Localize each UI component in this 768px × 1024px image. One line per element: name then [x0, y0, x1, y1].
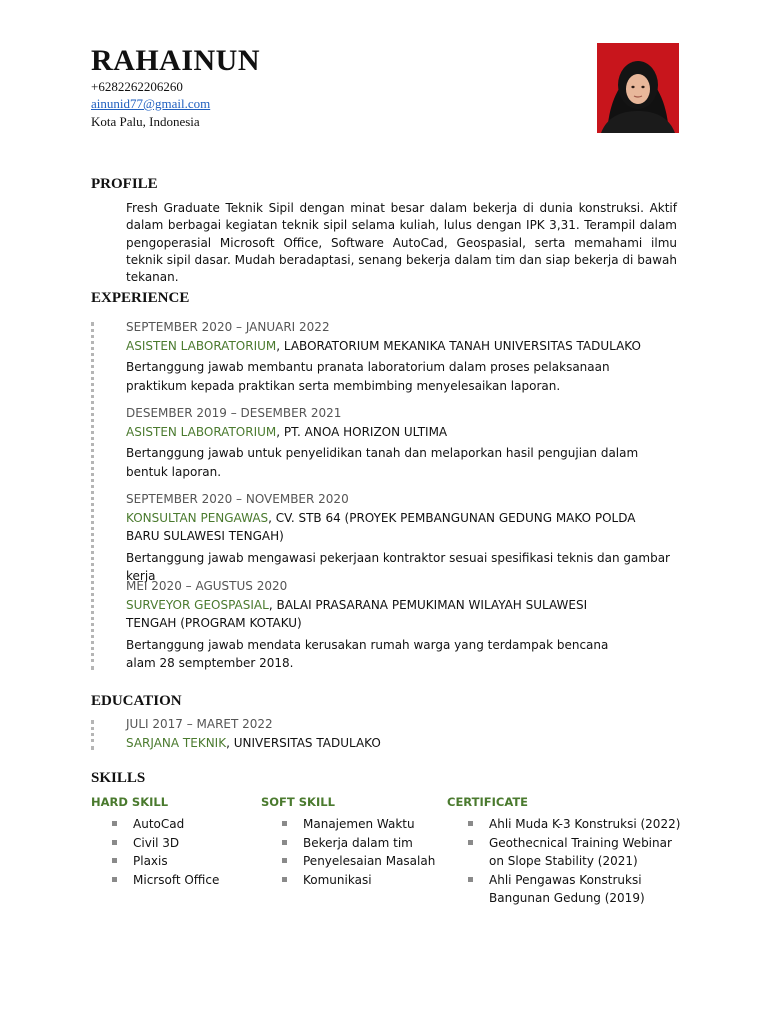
experience-entry [126, 490, 686, 586]
list-item: Komunikasi [261, 871, 446, 890]
entry-role: KONSULTAN PENGAWAS [126, 510, 269, 525]
list-item: Civil 3D [91, 834, 256, 853]
certificate-heading: CERTIFICATE [447, 795, 529, 809]
entry-org: , CV. STB 64 (PROYEK PEMBANGUNAN GEDUNG MAKO POLDA BARU SULAWESI TENGAH) [126, 510, 636, 543]
square-bullet-icon [282, 840, 287, 845]
list-item: AutoCad [91, 815, 256, 834]
entry-title [126, 423, 686, 442]
soft-skill-heading: SOFT SKILL [261, 795, 335, 809]
certificate-list [447, 815, 697, 908]
phone-number: +6282262206260 [91, 79, 183, 94]
square-bullet-icon [112, 877, 117, 882]
square-bullet-icon [112, 840, 117, 845]
education-title [126, 734, 686, 753]
entry-description: Bertanggung jawab membantu pranata laboratorium dalam proses pelaksanaan praktikum kepada praktikan serta membimbing menyelesaikan laporan. [126, 360, 610, 393]
hard-skill-heading: HARD SKILL [91, 795, 169, 809]
entry-title [126, 596, 626, 633]
email-link[interactable]: ainunid77@gmail.com [91, 96, 211, 111]
entry-org: , PT. ANOA HORIZON ULTIMA [276, 424, 448, 439]
profile-heading: PROFILE [91, 176, 158, 192]
square-bullet-icon [282, 877, 287, 882]
skills-heading: SKILLS [91, 770, 146, 786]
list-item: Bekerja dalam tim [261, 834, 446, 853]
list-item: Ahli Muda K-3 Konstruksi (2022) [447, 815, 689, 834]
soft-skill-list [261, 815, 446, 889]
entry-role: ASISTEN LABORATORIUM [126, 424, 277, 439]
hard-skill-column [91, 795, 256, 889]
hard-skill-list [91, 815, 256, 889]
person-photo-icon [597, 43, 679, 133]
entry-role: SURVEYOR GEOSPASIAL [126, 597, 269, 612]
profile-photo [597, 43, 679, 133]
square-bullet-icon [112, 821, 117, 826]
entry-description: Bertanggung jawab mendata kerusakan rumah warga yang terdampak bencana alam 28 semptember 2018. [126, 637, 609, 670]
square-bullet-icon [282, 821, 287, 826]
certificate-column [447, 795, 697, 908]
square-bullet-icon [468, 840, 473, 845]
square-bullet-icon [468, 821, 473, 826]
list-item: Plaxis [91, 852, 256, 871]
experience-entry [126, 318, 686, 395]
location: Kota Palu, Indonesia [91, 114, 200, 129]
entry-title [126, 337, 686, 356]
entry-title [126, 509, 661, 546]
experience-timeline-line [91, 322, 94, 670]
candidate-name: RAHAINUN [91, 44, 260, 77]
list-item: Penyelesaian Masalah [261, 852, 446, 871]
education-timeline-line [91, 720, 94, 750]
square-bullet-icon [112, 858, 117, 863]
soft-skill-column [261, 795, 446, 889]
entry-date: SEPTEMBER 2020 – JANUARI 2022 [126, 320, 330, 334]
entry-date: DESEMBER 2019 – DESEMBER 2021 [126, 406, 342, 420]
experience-entry [126, 577, 686, 673]
education-heading: EDUCATION [91, 693, 182, 709]
entry-date: SEPTEMBER 2020 – NOVEMBER 2020 [126, 492, 349, 506]
square-bullet-icon [282, 858, 287, 863]
education-school: , UNIVERSITAS TADULAKO [226, 735, 381, 750]
entry-org: , LABORATORIUM MEKANIKA TANAH UNIVERSITAS TADULAKO [276, 338, 641, 353]
list-item: Manajemen Waktu [261, 815, 446, 834]
education-date: JULI 2017 – MARET 2022 [126, 717, 273, 731]
entry-description: Bertanggung jawab untuk penyelidikan tanah dan melaporkan hasil pengujian dalam bentuk laporan. [126, 446, 639, 479]
list-item: Ahli Pengawas Konstruksi Bangunan Gedung (2019) [447, 871, 689, 908]
experience-heading: EXPERIENCE [91, 290, 190, 306]
entry-role: ASISTEN LABORATORIUM [126, 338, 277, 353]
profile-summary: Fresh Graduate Teknik Sipil dengan minat besar dalam bekerja di dunia konstruksi. Aktif dalam berbagai kegiatan teknik sipil selama kuliah, lulus dengan IPK 3,31. Terampil dalam pengoperasial Microsoft Office, Software AutoCad, Geospasial, serta memahami ilmu teknik sipil dasar. Mudah beradaptasi, senang bekerja dalam tim dan siap bekerja di bawah tekanan. [126, 201, 677, 285]
list-item: Micrsoft Office [91, 871, 256, 890]
education-entry [126, 715, 686, 752]
experience-entry [126, 404, 686, 481]
list-item: Geothecnical Training Webinar on Slope Stability (2021) [447, 834, 689, 871]
entry-description: Bertanggung jawab mengawasi pekerjaan kontraktor sesuai spesifikasi teknis dan gambar kerja [126, 550, 670, 583]
education-degree: SARJANA TEKNIK [126, 735, 227, 750]
entry-date: MEI 2020 – AGUSTUS 2020 [126, 579, 288, 593]
entry-org: , BALAI PRASARANA PEMUKIMAN WILAYAH SULAWESI TENGAH (PROGRAM KOTAKU) [126, 597, 588, 630]
square-bullet-icon [468, 877, 473, 882]
